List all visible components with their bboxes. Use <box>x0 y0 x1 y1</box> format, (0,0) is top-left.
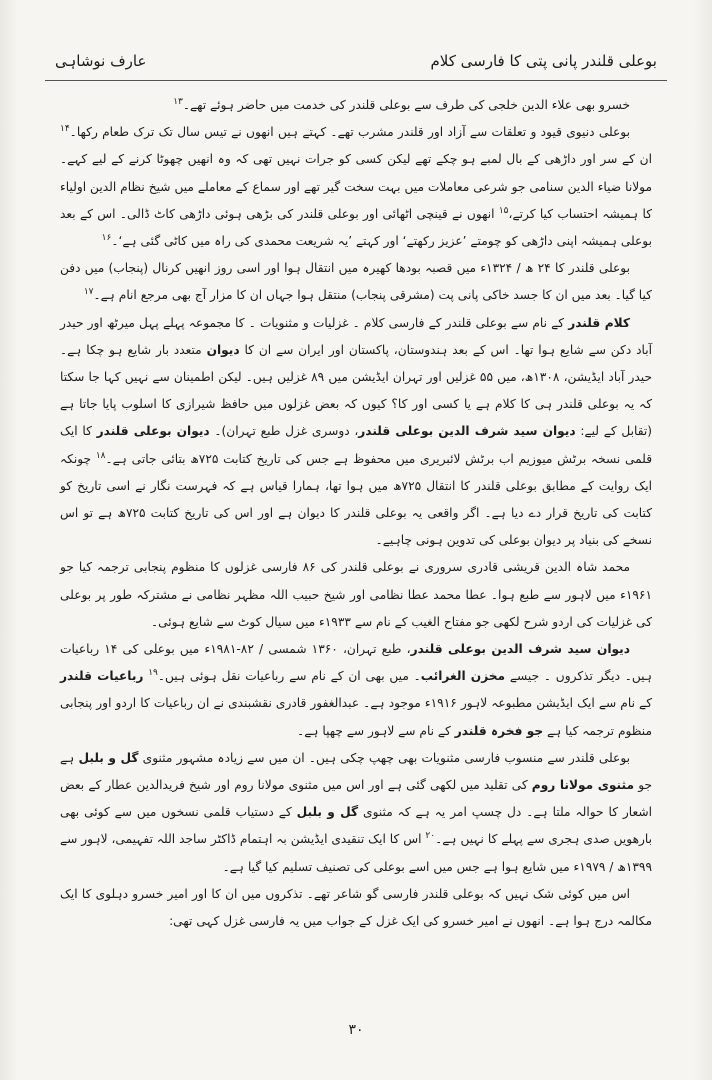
footnote-ref: ۱۶ <box>101 232 112 243</box>
paragraph-4: کلام قلندر کے نام سے بوعلی قلندر کے فارسی کلام ۔ غزلیات و مثنویات ۔ کا مجموعہ پہلے پہل میرٹھ اور حیدر آباد دکن سے شایع ہوا تھا۔ اس کے بعد ہندوستان، پاکستان اور ایران سے ان کا دیوان متعدد بار شایع ہو چکا ہے۔ حیدر آباد ایڈیشن، ۱۳۰۸ھ، میں ۵۵ غزلیں اور تہران ایڈیشن میں ۸۹ غزلیں ہیں۔ لیکن اطمینان سے نہیں کہا جا سکتا کہ یہ بوعلی قلندر ہی کا کلام ہے یا کسی اور کا؟ کیوں کہ بعض غزلوں میں حافظ شیرازی کا اسلوب پایا جاتا ہے (تقابل کے لیے: دیوان سید شرف الدین بوعلی قلندر، دوسری غزل طبع تہران)۔ دیوان بوعلی قلندر کا ایک قلمی نسخہ برٹش میوزیم اب برٹش لائبریری میں محفوظ ہے جس کی تاریخ کتابت ۷۲۵ھ بتائی جاتی ہے۔$^{۱۸}$ چونکہ ایک روایت کے مطابق بوعلی قلندر کا انتقال ۷۲۵ھ میں ہوا تھا، ہمارا قیاس ہے کہ فہرست نگار نے اسی تاریخ کو کتابت کی تاریخ قرار دے دیا ہے۔ اگر واقعی یہ بوعلی قلندر کا دیوان ہے اور اس کی تاریخ کتابت ۷۲۵ھ ہے تو اس نسخے کی بنیاد پر دیوان بوعلی کی تدوین ہونی چاہیے۔ <box>60 315 653 548</box>
footnote-ref: ۱۸ <box>95 450 106 461</box>
footnote-ref: ۱۷ <box>83 287 94 298</box>
header-rule <box>45 80 667 81</box>
footnote-ref: ۱۳ <box>173 96 183 107</box>
book-title: بوعلی قلندر پانی پتی کا فارسی کلام <box>430 52 657 70</box>
paragraph-2: بوعلی دنیوی قیود و تعلقات سے آزاد اور قلندر مشرب تھے۔ کہتے ہیں انھوں نے تیس سال تک ترک طعام رکھا۔$^{۱۴}$ ان کے سر اور داڑھی کے بال لمبے ہو چکے تھے لیکن کسی کو جرات نہیں تھی کہ وہ انھیں چھوٹا کرنے کے لیے کہے۔ مولانا ضیاء الدین سنامی جو شرعی معاملات میں بہت سخت گیر تھے اور سماع کے معاملے میں شیخ نظام الدین اولیاء کا ہمیشہ احتساب کیا کرتے،$^{۱۵}$ انھوں نے قینچی اٹھائی اور بوعلی قلندر کی بڑھی ہوئی داڑھی کاٹ ڈالی۔ اس کے بعد بوعلی ہمیشہ اپنی داڑھی کو چومتے ’عزیز رکھتے‘ اور کہتے ’یہ شریعت محمدی کی راہ میں کاٹی گئی ہے‘۔$^{۱۶}$ <box>60 124 653 249</box>
running-head <box>55 48 657 74</box>
body-text <box>60 92 652 935</box>
author-name: عارف نوشاہی <box>55 52 147 70</box>
paragraph-1: خسرو بھی علاء الدین خلجی کی طرف سے بوعلی قلندر کی خدمت میں حاضر ہوئے تھے۔$^{۱۳}$ <box>173 96 630 112</box>
paragraph-6: دیوان سید شرف الدین بوعلی قلندر، طبع تہران، ۱۳۶۰ شمسی / ۸۲-۱۹۸۱ء میں بوعلی کی ۱۴ رباعیات ہیں۔ دیگر تذکروں ۔ جیسے مخزن الغرائب۔ میں بھی ان کے نام سے رباعیات نقل ہوئی ہیں۔$^{۱۹}$ رباعیات قلندر کے نام سے ایک ایڈیشن مطبوعہ لاہور ۱۹۱۶ء موجود ہے۔ عبدالغفور قادری نقشبندی نے ان رباعیات کا اردو اور پنجابی منظوم ترجمہ کیا ہے جو فخرہ قلندر کے نام سے لاہور سے چھپا ہے۔ <box>60 642 652 738</box>
paragraph-7: بوعلی قلندر سے منسوب فارسی مثنویات بھی چھپ چکی ہیں۔ ان میں سے زیادہ مشہور مثنوی گل و بلبل ہے جو مثنوی مولانا روم کی تقلید میں لکھی گئی ہے اور اس میں مثنوی مولانا روم اور شیخ فریدالدین عطار کے بعض اشعار کا حوالہ ملتا ہے۔ دل چسپ امر یہ ہے کہ مثنوی گل و بلبل کے دستیاب قلمی نسخوں میں سے کوئی بھی بارھویں صدی ہجری سے پہلے کا نہیں ہے۔$^{۲۰}$ اس کا ایک تنقیدی ایڈیشن بہ اہتمام ڈاکٹر ساجد اللہ تفہیمی، لاہور سے ۱۳۹۹ھ / ۱۹۷۹ء میں شایع ہوا ہے جس میں اسے بوعلی کی تصنیف تسلیم کیا گیا ہے۔ <box>60 750 653 874</box>
footnote-ref: ۱۹ <box>148 668 158 679</box>
footnote-ref: ۲۰ <box>425 831 436 842</box>
footnote-ref: ۱۵ <box>498 205 509 216</box>
page-number: ۳۰ <box>348 1022 364 1038</box>
paragraph-5: محمد شاہ الدین قریشی قادری سروری نے بوعلی قلندر کی ۸۶ فارسی غزلوں کا منظوم پنجابی ترجمہ کیا جو ۱۹۶۱ء میں لاہور سے طبع ہوا۔ عطا محمد عطا نظامی اور شیخ حبیب اللہ مظہر نظامی نے مشترکہ طور پر بوعلی کی غزلیات کی اردو شرح لکھی جو مفتاح الغیب کے نام سے ۱۹۳۳ء میں سیال کوٹ سے شایع ہوئی۔ <box>60 560 652 629</box>
footnote-ref: ۱۴ <box>60 124 70 135</box>
paragraph-3: بوعلی قلندر کا ۲۴ ھ / ۱۳۲۴ء میں قصبہ بودھا کھیرہ میں انتقال ہوا اور اسی روز انھیں کرنال (پنجاب) میں دفن کیا گیا۔ بعد میں ان کا جسد خاکی پانی پت (مشرقی پنجاب) منتقل ہوا جہاں ان کا مزار آج بھی مرجع انام ہے۔$^{۱۷}$ <box>60 261 652 303</box>
paragraph-8: اس میں کوئی شک نہیں کہ بوعلی قلندر فارسی گو شاعر تھے۔ تذکروں میں ان کا اور امیر خسرو دہلوی کا ایک مکالمہ درج ہوا ہے۔ انھوں نے امیر خسرو کی ایک غزل کے جواب میں یہ فارسی غزل کہی تھی: <box>60 886 652 929</box>
